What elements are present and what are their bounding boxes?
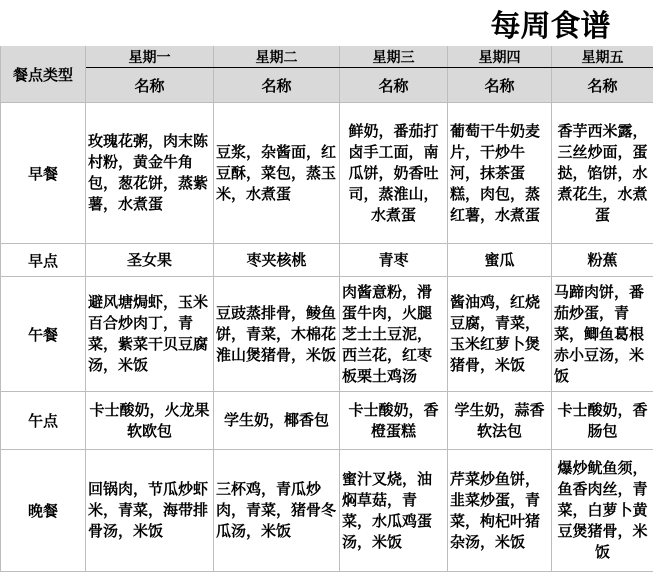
- menu-cell: 卡士酸奶，香橙蛋糕: [340, 392, 448, 450]
- blank-corner: [1, 1, 86, 46]
- menu-cell: 肉酱意粉，滑蛋牛肉，火腿芝士土豆泥，西兰花，红枣板栗土鸡汤: [340, 277, 448, 392]
- name-header-wed: 名称: [340, 68, 448, 103]
- meal-type-header: 餐点类型: [1, 46, 86, 103]
- menu-cell: 枣夹核桃: [214, 244, 340, 277]
- menu-cell: 豆浆，杂酱面，红豆酥，菜包，蒸玉米，水煮蛋: [214, 103, 340, 244]
- menu-cell: 鲜奶，番茄打卤手工面，南瓜饼，奶香吐司，蒸淮山，水煮蛋: [340, 103, 448, 244]
- menu-cell: 回锅肉，节瓜炒虾米，青菜，海带排骨汤，米饭: [86, 450, 214, 572]
- menu-cell: 豆豉蒸排骨，鲮鱼饼，青菜，木棉花淮山煲猪骨，米饭: [214, 277, 340, 392]
- name-header-mon: 名称: [86, 68, 214, 103]
- menu-cell: 玫瑰花粥，肉末陈村粉，黄金牛角包，葱花饼，蒸紫薯，水煮蛋: [86, 103, 214, 244]
- meal-morning-snack-label: 早点: [1, 244, 86, 277]
- blank-title-left: [86, 1, 448, 46]
- table-row: [1, 103, 653, 244]
- menu-cell: 三杯鸡，青瓜炒肉，青菜，猪骨冬瓜汤，米饭: [214, 450, 340, 572]
- menu-cell: 马蹄肉饼，番茄炒蛋，青菜，鲫鱼葛根赤小豆汤，米饭: [552, 277, 653, 392]
- menu-cell: 蜜瓜: [448, 244, 552, 277]
- menu-cell: 卡士酸奶，香肠包: [552, 392, 653, 450]
- table-row: [1, 244, 653, 277]
- menu-cell: 粉蕉: [552, 244, 653, 277]
- menu-cell: 卡士酸奶，火龙果软欧包: [86, 392, 214, 450]
- day-header-tue: 星期二: [214, 46, 340, 68]
- menu-cell: 青枣: [340, 244, 448, 277]
- menu-cell: 酱油鸡，红烧豆腐，青菜，玉米红萝卜煲猪骨，米饭: [448, 277, 552, 392]
- menu-cell: 学生奶，椰香包: [214, 392, 340, 450]
- page-title: 每周食谱: [448, 1, 653, 46]
- day-header-thu: 星期四: [448, 46, 552, 68]
- menu-cell: 蜜汁叉烧，油焖草菇，青菜，水瓜鸡蛋汤，米饭: [340, 450, 448, 572]
- menu-cell: 葡萄干牛奶麦片，干炒牛河，抹茶蛋糕，肉包，蒸红薯，水煮蛋: [448, 103, 552, 244]
- day-header-fri: 星期五: [552, 46, 653, 68]
- menu-cell: 爆炒鱿鱼须，鱼香肉丝，青菜，白萝卜黄豆煲猪骨，米饭: [552, 450, 653, 572]
- menu-cell: 学生奶，蒜香软法包: [448, 392, 552, 450]
- name-header-thu: 名称: [448, 68, 552, 103]
- day-header-wed: 星期三: [340, 46, 448, 68]
- menu-cell: 避风塘焗虾，玉米百合炒肉丁，青菜，紫菜干贝豆腐汤，米饭: [86, 277, 214, 392]
- meal-lunch-label: 午餐: [1, 277, 86, 392]
- table-row: [1, 277, 653, 392]
- menu-cell: 圣女果: [86, 244, 214, 277]
- name-header-fri: 名称: [552, 68, 653, 103]
- menu-cell: 芹菜炒鱼饼，韭菜炒蛋，青菜，枸杞叶猪杂汤，米饭: [448, 450, 552, 572]
- menu-cell: 香芋西米露，三丝炒面，蛋挞，馅饼，水煮花生，水煮蛋: [552, 103, 653, 244]
- table-row: [1, 392, 653, 450]
- meal-breakfast-label: 早餐: [1, 103, 86, 244]
- name-header-tue: 名称: [214, 68, 340, 103]
- meal-afternoon-snack-label: 午点: [1, 392, 86, 450]
- meal-dinner-label: 晚餐: [1, 450, 86, 572]
- day-header-mon: 星期一: [86, 46, 214, 68]
- table-row: [1, 450, 653, 572]
